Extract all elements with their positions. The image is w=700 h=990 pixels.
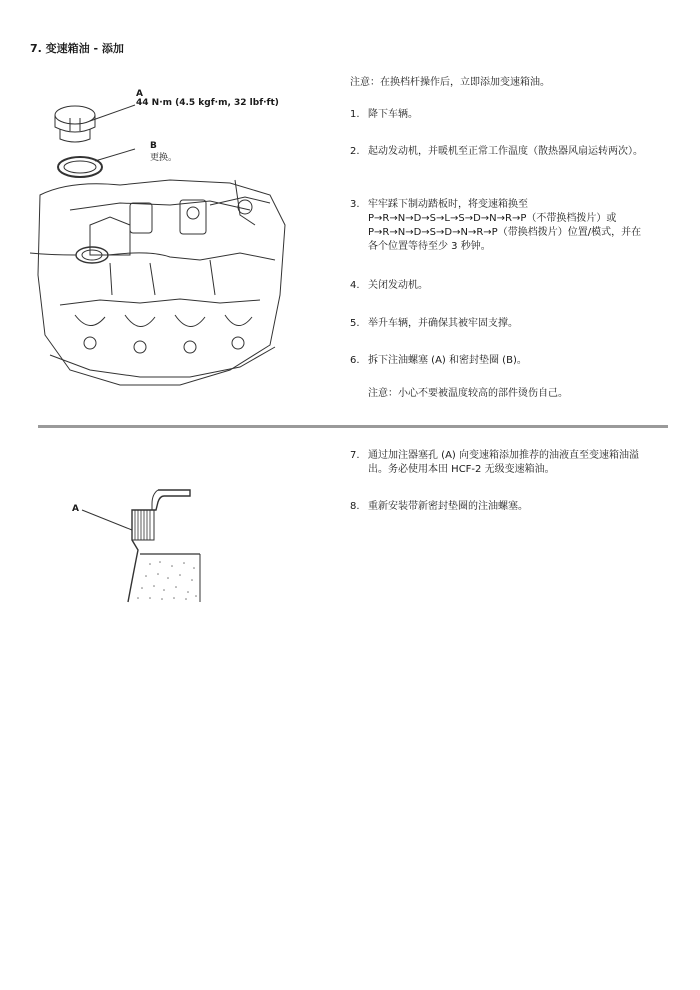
- step-3: [350, 198, 650, 254]
- step-number: 1.: [350, 109, 360, 120]
- step-7: [350, 449, 650, 477]
- figure-drain-plug: [30, 85, 320, 405]
- step-number: 8.: [350, 501, 360, 512]
- step-text: 起动发动机，并暖机至正常工作温度（散热器风扇运转两次）。: [368, 146, 643, 157]
- fluid-level-illustration: [60, 480, 210, 610]
- note-step6: 注意：小心不要被温度较高的部件烫伤自己。: [368, 388, 568, 399]
- step-4: [350, 279, 650, 293]
- figure-fluid-level: [60, 480, 210, 610]
- step-8: [350, 500, 650, 514]
- note-top: 注意：在换档杆操作后，立即添加变速箱油。: [350, 77, 550, 88]
- step-text: 牢牢踩下制动踏板时，将变速箱换至 P→R→N→D→S→L→S→D→N→R→P（不带换档拨片）或 P→R→N→D→S→D→N→R→P（带换档拨片）位置/模式，并在各个位置等待至少 3 秒钟。: [368, 199, 642, 252]
- figure1-label-b: B: [150, 141, 157, 151]
- figure1-torque-spec: 44 N·m (4.5 kgf·m, 32 lbf·ft): [136, 98, 279, 108]
- step-text: 通过加注器塞孔 (A) 向变速箱添加推荐的油液直至变速箱油溢出。务必使用本田 HCF-2 无级变速箱油。: [368, 450, 640, 475]
- step-number: 3.: [350, 199, 360, 210]
- page-title: 7. 变速箱油 - 添加: [30, 42, 124, 55]
- step-text: 拆下注油螺塞 (A) 和密封垫圈 (B)。: [368, 355, 527, 366]
- step-number: 2.: [350, 146, 360, 157]
- step-text: 关闭发动机。: [368, 280, 428, 291]
- step-text: 举升车辆，并确保其被牢固支撑。: [368, 318, 518, 329]
- section-divider: [38, 425, 668, 428]
- figure1-label-a: A: [136, 89, 143, 99]
- step-1: [350, 108, 650, 122]
- step-2: [350, 145, 650, 159]
- engine-illustration: [30, 85, 320, 405]
- step-6: [350, 354, 650, 368]
- step-number: 6.: [350, 355, 360, 366]
- step-number: 5.: [350, 318, 360, 329]
- step-text: 重新安装带新密封垫圈的注油螺塞。: [368, 501, 528, 512]
- figure2-label-a: A: [72, 504, 79, 514]
- figure1-label-b-text: 更换。: [150, 153, 178, 163]
- step-5: [350, 317, 650, 331]
- step-number: 4.: [350, 280, 360, 291]
- step-number: 7.: [350, 450, 360, 461]
- step-text: 降下车辆。: [368, 109, 418, 120]
